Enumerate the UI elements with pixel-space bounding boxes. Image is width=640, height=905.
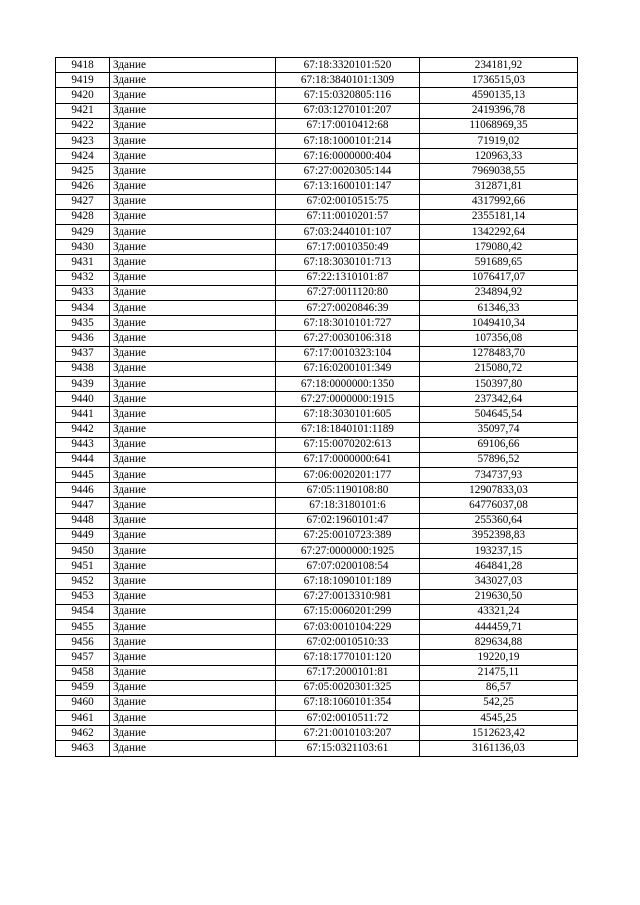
cadastral-value-cell: 734737,93	[420, 468, 578, 483]
table-row	[56, 376, 578, 391]
row-number-cell: 9461	[56, 711, 110, 726]
row-number-cell: 9430	[56, 240, 110, 255]
object-type-cell: Здание	[110, 240, 276, 255]
cadastral-value-table	[55, 57, 578, 757]
row-number-cell: 9457	[56, 650, 110, 665]
cadastral-number-cell: 67:18:3840101:1309	[276, 73, 420, 88]
object-type-cell: Здание	[110, 118, 276, 133]
table-row	[56, 604, 578, 619]
row-number-cell: 9438	[56, 361, 110, 376]
cadastral-value-cell: 64776037,08	[420, 498, 578, 513]
cadastral-number-cell: 67:17:0010350:49	[276, 240, 420, 255]
object-type-cell: Здание	[110, 635, 276, 650]
cadastral-number-cell: 67:27:0000000:1915	[276, 392, 420, 407]
cadastral-value-cell: 504645,54	[420, 407, 578, 422]
cadastral-value-cell: 1076417,07	[420, 270, 578, 285]
row-number-cell: 9463	[56, 741, 110, 756]
row-number-cell: 9422	[56, 118, 110, 133]
cadastral-number-cell: 67:25:0010723:389	[276, 528, 420, 543]
table-row	[56, 73, 578, 88]
cadastral-value-cell: 1278483,70	[420, 346, 578, 361]
cadastral-number-cell: 67:18:3320101:520	[276, 58, 420, 73]
cadastral-number-cell: 67:02:0010515:75	[276, 194, 420, 209]
cadastral-value-cell: 1049410,34	[420, 316, 578, 331]
row-number-cell: 9448	[56, 513, 110, 528]
cadastral-value-cell: 255360,64	[420, 513, 578, 528]
table-row	[56, 346, 578, 361]
cadastral-number-cell: 67:17:0000000:641	[276, 452, 420, 467]
cadastral-value-cell: 1342292,64	[420, 225, 578, 240]
object-type-cell: Здание	[110, 392, 276, 407]
table-row	[56, 133, 578, 148]
row-number-cell: 9451	[56, 559, 110, 574]
table-row	[56, 468, 578, 483]
table-row	[56, 164, 578, 179]
cadastral-number-cell: 67:18:1000101:214	[276, 133, 420, 148]
cadastral-number-cell: 67:07:0200108:54	[276, 559, 420, 574]
object-type-cell: Здание	[110, 255, 276, 270]
object-type-cell: Здание	[110, 225, 276, 240]
object-type-cell: Здание	[110, 194, 276, 209]
table-row	[56, 316, 578, 331]
cadastral-number-cell: 67:13:1600101:147	[276, 179, 420, 194]
table-row	[56, 331, 578, 346]
object-type-cell: Здание	[110, 589, 276, 604]
table-row	[56, 194, 578, 209]
cadastral-number-cell: 67:18:3030101:605	[276, 407, 420, 422]
object-type-cell: Здание	[110, 559, 276, 574]
object-type-cell: Здание	[110, 726, 276, 741]
cadastral-number-cell: 67:27:0013310:981	[276, 589, 420, 604]
object-type-cell: Здание	[110, 437, 276, 452]
cadastral-value-cell: 542,25	[420, 695, 578, 710]
table-row	[56, 528, 578, 543]
cadastral-value-cell: 12907833,03	[420, 483, 578, 498]
table-row	[56, 513, 578, 528]
cadastral-value-cell: 11068969,35	[420, 118, 578, 133]
cadastral-number-cell: 67:05:1190108:80	[276, 483, 420, 498]
cadastral-value-cell: 57896,52	[420, 452, 578, 467]
table-row	[56, 103, 578, 118]
row-number-cell: 9443	[56, 437, 110, 452]
cadastral-value-cell: 120963,33	[420, 149, 578, 164]
object-type-cell: Здание	[110, 285, 276, 300]
cadastral-value-cell: 4317992,66	[420, 194, 578, 209]
table-row	[56, 149, 578, 164]
cadastral-value-cell: 3161136,03	[420, 741, 578, 756]
cadastral-value-cell: 3952398,83	[420, 528, 578, 543]
object-type-cell: Здание	[110, 483, 276, 498]
cadastral-number-cell: 67:18:0000000:1350	[276, 376, 420, 391]
object-type-cell: Здание	[110, 179, 276, 194]
table-row	[56, 711, 578, 726]
cadastral-number-cell: 67:27:0011120:80	[276, 285, 420, 300]
table-row	[56, 118, 578, 133]
cadastral-number-cell: 67:18:1090101:189	[276, 574, 420, 589]
table-row	[56, 285, 578, 300]
cadastral-number-cell: 67:27:0020305:144	[276, 164, 420, 179]
object-type-cell: Здание	[110, 209, 276, 224]
cadastral-number-cell: 67:05:0020301:325	[276, 680, 420, 695]
row-number-cell: 9442	[56, 422, 110, 437]
table-row	[56, 179, 578, 194]
cadastral-number-cell: 67:03:0010104:229	[276, 619, 420, 634]
cadastral-value-cell: 61346,33	[420, 301, 578, 316]
cadastral-value-cell: 1512623,42	[420, 726, 578, 741]
cadastral-number-cell: 67:17:2000101:81	[276, 665, 420, 680]
cadastral-value-cell: 312871,81	[420, 179, 578, 194]
object-type-cell: Здание	[110, 619, 276, 634]
cadastral-number-cell: 67:27:0020846:39	[276, 301, 420, 316]
table-row	[56, 58, 578, 73]
cadastral-number-cell: 67:11:0010201:57	[276, 209, 420, 224]
cadastral-value-cell: 444459,71	[420, 619, 578, 634]
table-row	[56, 301, 578, 316]
cadastral-number-cell: 67:22:1310101:87	[276, 270, 420, 285]
table-body	[56, 58, 578, 757]
row-number-cell: 9449	[56, 528, 110, 543]
object-type-cell: Здание	[110, 665, 276, 680]
object-type-cell: Здание	[110, 498, 276, 513]
row-number-cell: 9460	[56, 695, 110, 710]
row-number-cell: 9453	[56, 589, 110, 604]
cadastral-number-cell: 67:03:1270101:207	[276, 103, 420, 118]
row-number-cell: 9428	[56, 209, 110, 224]
cadastral-number-cell: 67:02:0010511:72	[276, 711, 420, 726]
table-row	[56, 574, 578, 589]
cadastral-value-cell: 234181,92	[420, 58, 578, 73]
cadastral-number-cell: 67:17:0010412:68	[276, 118, 420, 133]
row-number-cell: 9425	[56, 164, 110, 179]
cadastral-number-cell: 67:16:0000000:404	[276, 149, 420, 164]
table-row	[56, 650, 578, 665]
object-type-cell: Здание	[110, 528, 276, 543]
cadastral-number-cell: 67:21:0010103:207	[276, 726, 420, 741]
object-type-cell: Здание	[110, 346, 276, 361]
object-type-cell: Здание	[110, 301, 276, 316]
cadastral-value-cell: 591689,65	[420, 255, 578, 270]
cadastral-value-cell: 234894,92	[420, 285, 578, 300]
cadastral-number-cell: 67:18:3030101:713	[276, 255, 420, 270]
row-number-cell: 9436	[56, 331, 110, 346]
cadastral-number-cell: 67:18:1840101:1189	[276, 422, 420, 437]
table-row	[56, 665, 578, 680]
object-type-cell: Здание	[110, 133, 276, 148]
table-row	[56, 392, 578, 407]
row-number-cell: 9435	[56, 316, 110, 331]
object-type-cell: Здание	[110, 711, 276, 726]
object-type-cell: Здание	[110, 73, 276, 88]
table-row	[56, 559, 578, 574]
row-number-cell: 9424	[56, 149, 110, 164]
row-number-cell: 9456	[56, 635, 110, 650]
cadastral-value-cell: 464841,28	[420, 559, 578, 574]
row-number-cell: 9419	[56, 73, 110, 88]
cadastral-number-cell: 67:06:0020201:177	[276, 468, 420, 483]
row-number-cell: 9418	[56, 58, 110, 73]
object-type-cell: Здание	[110, 361, 276, 376]
cadastral-value-cell: 4545,25	[420, 711, 578, 726]
table-row	[56, 422, 578, 437]
cadastral-value-cell: 4590135,13	[420, 88, 578, 103]
table-row	[56, 255, 578, 270]
object-type-cell: Здание	[110, 741, 276, 756]
table-row	[56, 88, 578, 103]
cadastral-value-cell: 2355181,14	[420, 209, 578, 224]
cadastral-number-cell: 67:18:3010101:727	[276, 316, 420, 331]
row-number-cell: 9439	[56, 376, 110, 391]
row-number-cell: 9447	[56, 498, 110, 513]
cadastral-value-cell: 150397,80	[420, 376, 578, 391]
row-number-cell: 9455	[56, 619, 110, 634]
object-type-cell: Здание	[110, 574, 276, 589]
cadastral-number-cell: 67:18:1770101:120	[276, 650, 420, 665]
row-number-cell: 9437	[56, 346, 110, 361]
table-row	[56, 498, 578, 513]
object-type-cell: Здание	[110, 58, 276, 73]
object-type-cell: Здание	[110, 164, 276, 179]
cadastral-number-cell: 67:15:0320805:116	[276, 88, 420, 103]
cadastral-value-cell: 343027,03	[420, 574, 578, 589]
row-number-cell: 9462	[56, 726, 110, 741]
object-type-cell: Здание	[110, 149, 276, 164]
cadastral-number-cell: 67:27:0000000:1925	[276, 544, 420, 559]
row-number-cell: 9423	[56, 133, 110, 148]
cadastral-value-cell: 71919,02	[420, 133, 578, 148]
object-type-cell: Здание	[110, 544, 276, 559]
row-number-cell: 9434	[56, 301, 110, 316]
cadastral-value-cell: 21475,11	[420, 665, 578, 680]
cadastral-number-cell: 67:02:1960101:47	[276, 513, 420, 528]
table-row	[56, 240, 578, 255]
cadastral-value-cell: 219630,50	[420, 589, 578, 604]
table-row	[56, 225, 578, 240]
cadastral-number-cell: 67:15:0060201:299	[276, 604, 420, 619]
row-number-cell: 9458	[56, 665, 110, 680]
table-row	[56, 695, 578, 710]
table-row	[56, 452, 578, 467]
cadastral-value-cell: 179080,42	[420, 240, 578, 255]
object-type-cell: Здание	[110, 452, 276, 467]
cadastral-number-cell: 67:18:1060101:354	[276, 695, 420, 710]
cadastral-value-cell: 43321,24	[420, 604, 578, 619]
row-number-cell: 9421	[56, 103, 110, 118]
object-type-cell: Здание	[110, 407, 276, 422]
cadastral-value-cell: 35097,74	[420, 422, 578, 437]
object-type-cell: Здание	[110, 103, 276, 118]
row-number-cell: 9429	[56, 225, 110, 240]
cadastral-value-cell: 215080,72	[420, 361, 578, 376]
cadastral-number-cell: 67:16:0200101:349	[276, 361, 420, 376]
table-row	[56, 544, 578, 559]
object-type-cell: Здание	[110, 376, 276, 391]
cadastral-value-cell: 2419396,78	[420, 103, 578, 118]
row-number-cell: 9446	[56, 483, 110, 498]
table-row	[56, 437, 578, 452]
object-type-cell: Здание	[110, 316, 276, 331]
row-number-cell: 9459	[56, 680, 110, 695]
cadastral-number-cell: 67:03:2440101:107	[276, 225, 420, 240]
row-number-cell: 9426	[56, 179, 110, 194]
table-row	[56, 741, 578, 756]
object-type-cell: Здание	[110, 331, 276, 346]
row-number-cell: 9452	[56, 574, 110, 589]
table-row	[56, 270, 578, 285]
object-type-cell: Здание	[110, 513, 276, 528]
cadastral-value-cell: 829634,88	[420, 635, 578, 650]
row-number-cell: 9420	[56, 88, 110, 103]
cadastral-value-cell: 193237,15	[420, 544, 578, 559]
row-number-cell: 9431	[56, 255, 110, 270]
table-row	[56, 635, 578, 650]
row-number-cell: 9427	[56, 194, 110, 209]
row-number-cell: 9432	[56, 270, 110, 285]
row-number-cell: 9450	[56, 544, 110, 559]
cadastral-value-cell: 86,57	[420, 680, 578, 695]
object-type-cell: Здание	[110, 695, 276, 710]
object-type-cell: Здание	[110, 604, 276, 619]
cadastral-number-cell: 67:15:0070202:613	[276, 437, 420, 452]
row-number-cell: 9444	[56, 452, 110, 467]
row-number-cell: 9433	[56, 285, 110, 300]
table-row	[56, 726, 578, 741]
object-type-cell: Здание	[110, 680, 276, 695]
row-number-cell: 9445	[56, 468, 110, 483]
cadastral-value-cell: 7969038,55	[420, 164, 578, 179]
table-row	[56, 619, 578, 634]
cadastral-number-cell: 67:02:0010510:33	[276, 635, 420, 650]
object-type-cell: Здание	[110, 422, 276, 437]
cadastral-number-cell: 67:18:3180101:6	[276, 498, 420, 513]
object-type-cell: Здание	[110, 88, 276, 103]
cadastral-value-cell: 1736515,03	[420, 73, 578, 88]
cadastral-value-cell: 237342,64	[420, 392, 578, 407]
object-type-cell: Здание	[110, 468, 276, 483]
cadastral-number-cell: 67:15:0321103:61	[276, 741, 420, 756]
table-row	[56, 680, 578, 695]
table-row	[56, 483, 578, 498]
cadastral-number-cell: 67:27:0030106:318	[276, 331, 420, 346]
cadastral-value-cell: 69106,66	[420, 437, 578, 452]
cadastral-value-cell: 107356,08	[420, 331, 578, 346]
cadastral-number-cell: 67:17:0010323:104	[276, 346, 420, 361]
table-row	[56, 361, 578, 376]
table-row	[56, 589, 578, 604]
row-number-cell: 9441	[56, 407, 110, 422]
cadastral-value-cell: 19220,19	[420, 650, 578, 665]
table-row	[56, 407, 578, 422]
row-number-cell: 9440	[56, 392, 110, 407]
row-number-cell: 9454	[56, 604, 110, 619]
object-type-cell: Здание	[110, 650, 276, 665]
object-type-cell: Здание	[110, 270, 276, 285]
table-row	[56, 209, 578, 224]
